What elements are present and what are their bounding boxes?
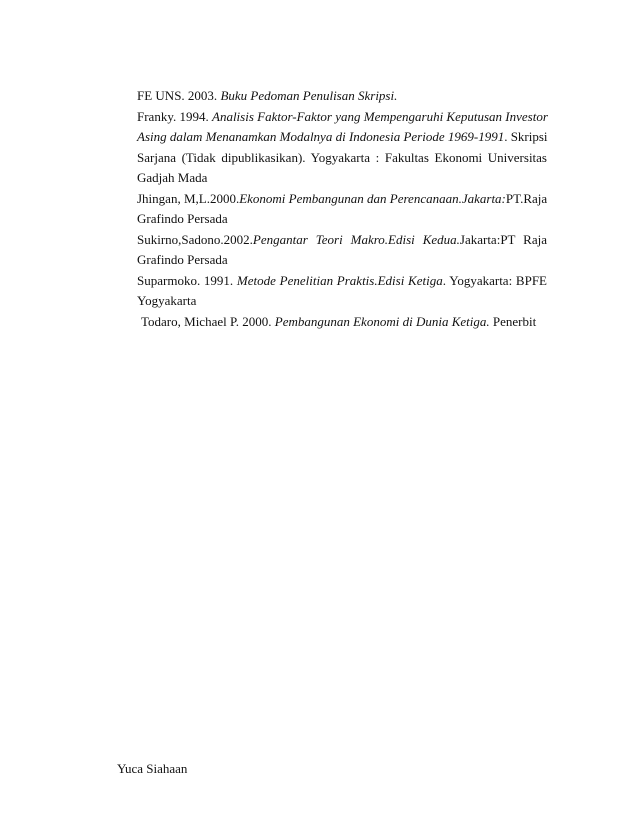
reference-franky-line-4 <box>137 168 547 189</box>
ref-text: FE UNS. 2003. <box>137 88 221 103</box>
ref-text: Grafindo Persada <box>137 252 228 267</box>
reference-todaro-line-1 <box>137 312 547 333</box>
ref-text: Jhingan, M,L.2000. <box>137 190 240 206</box>
reference-franky-line-1 <box>137 107 547 128</box>
ref-title: Pengantar Teori Makro.Edisi Kedua. <box>252 231 460 247</box>
ref-text: Jakarta:PT Raja <box>459 231 547 247</box>
reference-suparmoko-line-2 <box>137 291 547 312</box>
reference-suparmoko-line-1 <box>137 271 547 292</box>
ref-text: Gadjah Mada <box>137 170 208 185</box>
ref-text: Penerbit <box>489 313 537 329</box>
ref-title: Ekonomi Pembangunan dan Perencanaan.Jakarta: <box>239 190 506 206</box>
ref-text: Grafindo Persada <box>137 211 228 226</box>
reference-jhingan-line-2 <box>137 209 547 230</box>
reference-sukirno-line-1 <box>137 230 547 251</box>
ref-text: . Yogyakarta: BPFE <box>442 272 547 288</box>
ref-text: Yogyakarta <box>137 293 197 308</box>
reference-sukirno-line-2 <box>137 250 547 271</box>
ref-text: Franky. 1994. <box>137 108 212 124</box>
ref-title: Asing dalam Menanamkan Modalnya di Indonesia Periode 1969-1991 <box>137 129 505 144</box>
page-footer-author: Yuca Siahaan <box>117 761 188 776</box>
reference-list <box>137 86 547 332</box>
reference-fe-uns-line-1 <box>137 86 547 107</box>
ref-title: Analisis Faktor-Faktor yang Mempengaruhi Keputusan Investor <box>212 108 548 124</box>
ref-text: Todaro, Michael P. 2000. <box>141 313 275 329</box>
reference-franky-line-2 <box>137 127 547 148</box>
reference-franky-line-3 <box>137 148 547 169</box>
ref-title: Buku Pedoman Penulisan Skripsi. <box>220 88 398 103</box>
ref-title: Pembangunan Ekonomi di Dunia Ketiga. <box>274 313 490 329</box>
ref-text: Suparmoko. 1991. <box>137 272 237 288</box>
ref-text: . Skripsi <box>504 129 548 144</box>
ref-text: PT.Raja <box>505 190 548 206</box>
ref-text: Sukirno,Sadono.2002. <box>137 231 253 247</box>
reference-jhingan-line-1 <box>137 189 547 210</box>
ref-title: Metode Penelitian Praktis.Edisi Ketiga <box>236 272 443 288</box>
ref-text: Sarjana (Tidak dipublikasikan). Yogyakarta : Fakultas Ekonomi Universitas <box>137 149 547 165</box>
